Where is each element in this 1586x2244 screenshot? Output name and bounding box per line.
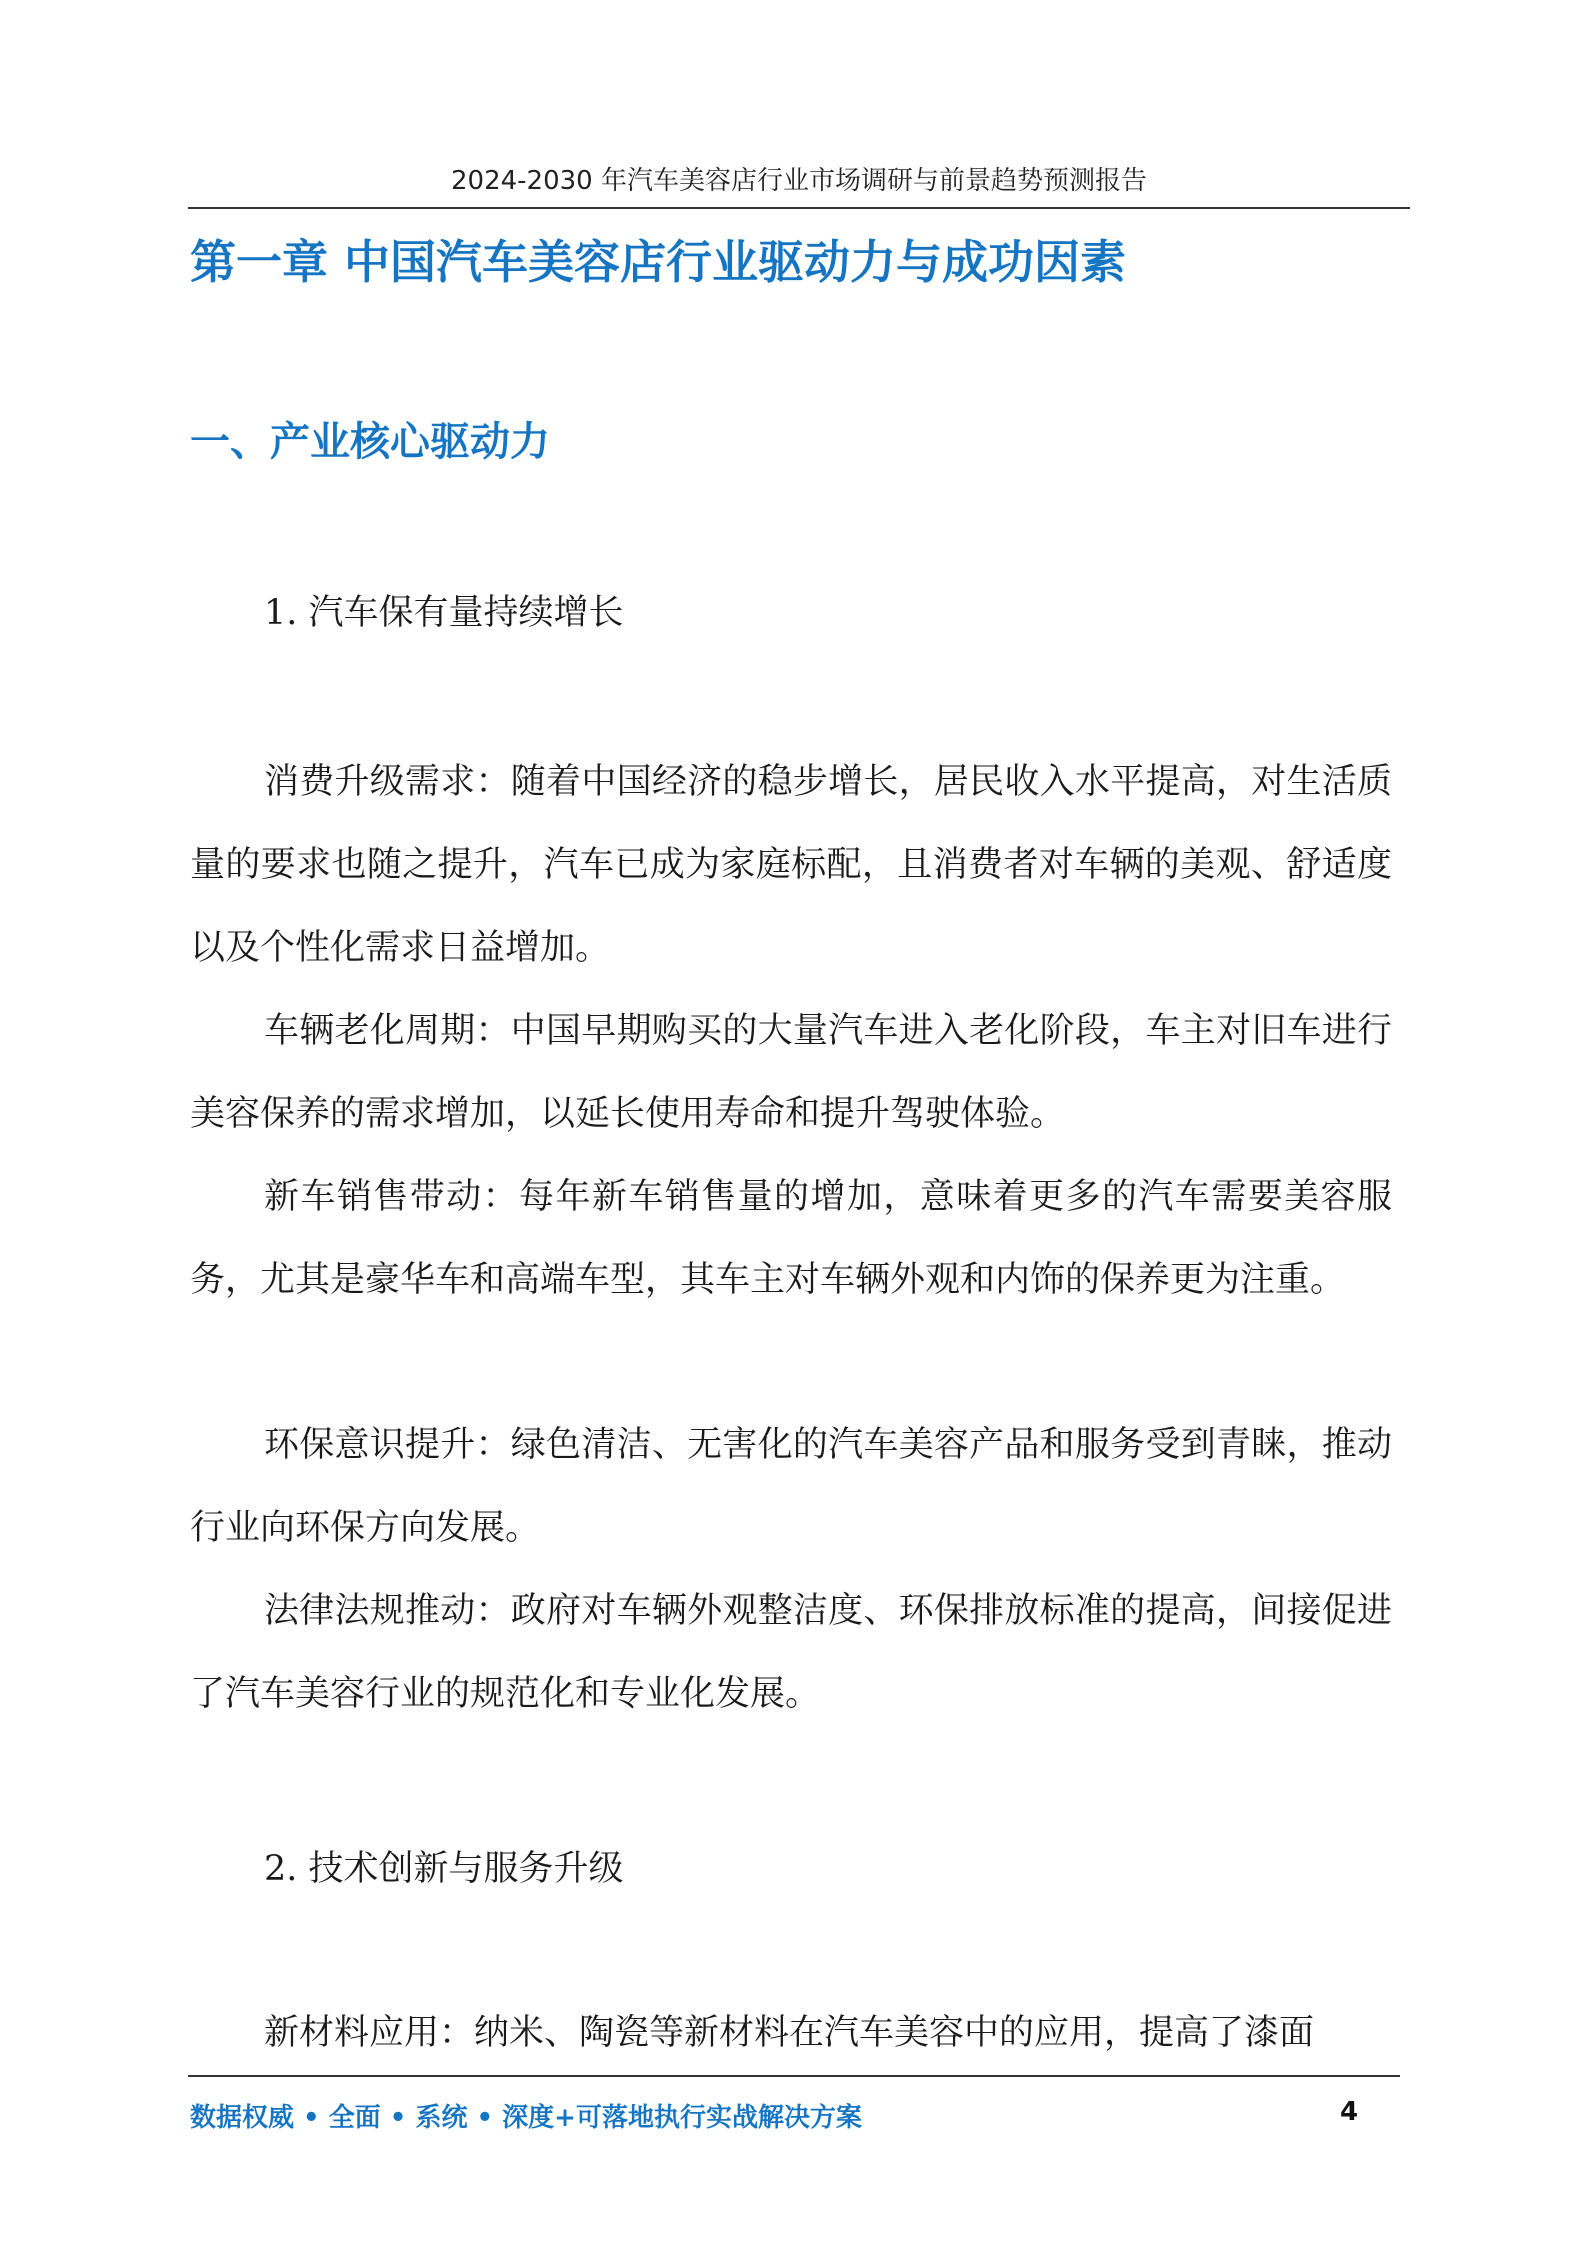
report-title: 2024-2030 年汽车美容店行业市场调研与前景趋势预测报告 bbox=[451, 166, 1147, 196]
paragraph-new-materials: 新材料应用：纳米、陶瓷等新材料在汽车美容中的应用，提高了漆面 bbox=[264, 2013, 1315, 2053]
paragraph-new-car-sales: 新车销售带动：每年新车销售量的增加，意味着更多的汽车需要美容服务，尤其是豪华车和高端车型，其车主对车辆外观和内饰的保养更为注重。 bbox=[190, 1177, 1392, 1300]
paragraph-environmental-awareness: 环保意识提升：绿色清洁、无害化的汽车美容产品和服务受到青睐，推动行业向环保方向发展。 bbox=[190, 1425, 1392, 1548]
section-title: 一、产业核心驱动力 bbox=[190, 419, 550, 465]
footer-slogan: 数据权威 • 全面 • 系统 • 深度+可落地执行实战解决方案 bbox=[190, 2103, 862, 2133]
paragraph-consumption-upgrade: 消费升级需求：随着中国经济的稳步增长，居民收入水平提高，对生活质量的要求也随之提升，汽车已成为家庭标配，且消费者对车辆的美观、舒适度以及个性化需求日益增加。 bbox=[190, 762, 1392, 968]
subsection-title: 1. 汽车保有量持续增长 bbox=[264, 593, 624, 633]
chapter-title: 第一章 中国汽车美容店行业驱动力与成功因素 bbox=[190, 235, 1127, 289]
header-divider bbox=[188, 207, 1410, 209]
page-number: 4 bbox=[1340, 2097, 1359, 2127]
paragraph-vehicle-aging: 车辆老化周期：中国早期购买的大量汽车进入老化阶段，车主对旧车进行美容保养的需求增加，以延长使用寿命和提升驾驶体验。 bbox=[190, 1011, 1392, 1134]
paragraph-regulations: 法律法规推动：政府对车辆外观整洁度、环保排放标准的提高，间接促进了汽车美容行业的规范化和专业化发展。 bbox=[190, 1591, 1392, 1714]
subsection-title: 2. 技术创新与服务升级 bbox=[264, 1849, 624, 1889]
footer-divider bbox=[188, 2075, 1400, 2077]
